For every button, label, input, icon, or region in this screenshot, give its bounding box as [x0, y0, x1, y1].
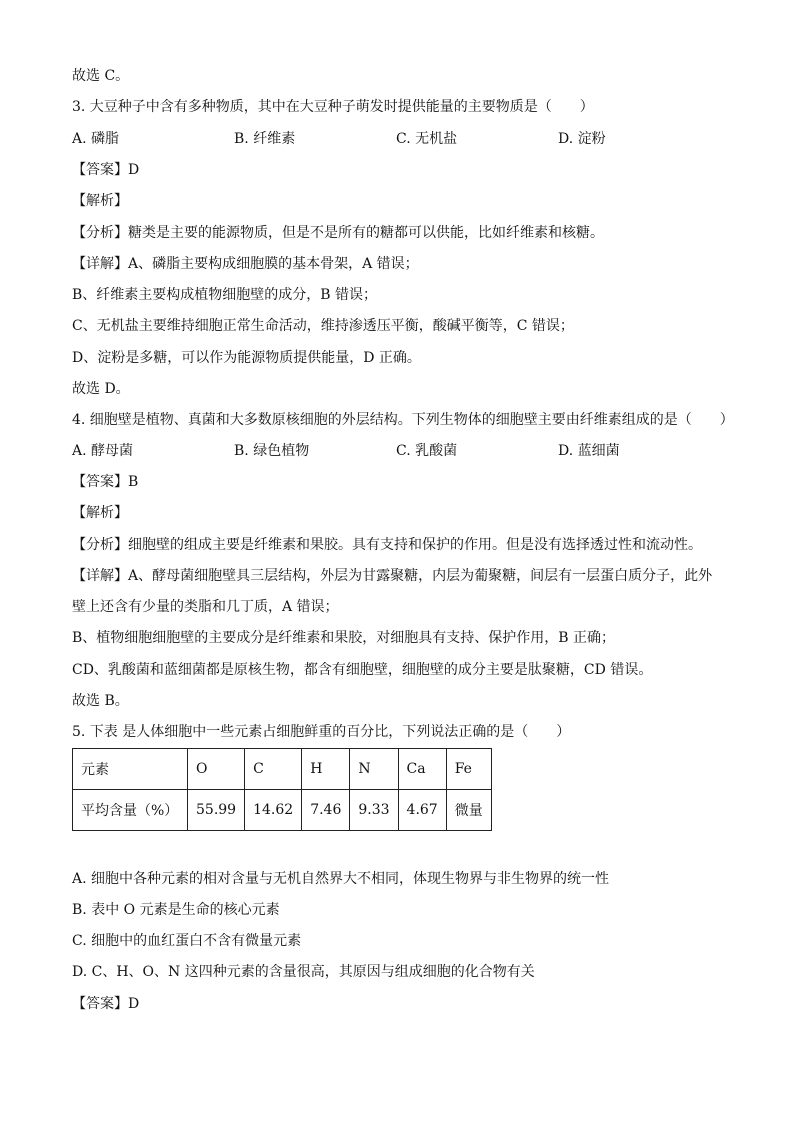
- detail-line: CD、乳酸菌和蓝细菌都是原核生物，都含有细胞壁，细胞壁的成分主要是肽聚糖，CD 错误。: [72, 662, 653, 678]
- table-cell: Fe: [446, 749, 491, 790]
- question-5-stem: 5. 下表 是人体细胞中一些元素占细胞鲜重的百分比，下列说法正确的是（ ）: [72, 724, 571, 740]
- table-cell: H: [302, 749, 350, 790]
- detail-line: 【详解】A、酵母菌细胞壁具三层结构，外层为甘露聚糖，内层为葡聚糖，间层有一层蛋白质分子，此外: [72, 568, 713, 584]
- element-table: [72, 748, 492, 831]
- option-d: D. 淀粉: [558, 131, 606, 147]
- table-cell: 元素: [73, 749, 188, 790]
- option-d: D. 蓝细菌: [558, 443, 620, 459]
- table-row: [73, 790, 492, 831]
- question-4-options: [72, 441, 732, 461]
- table-cell: Ca: [398, 749, 446, 790]
- option-b: B. 纤维素: [234, 131, 296, 147]
- detail-line: 壁上还含有少量的类脂和几丁质，A 错误；: [72, 599, 339, 615]
- option-d: D. C、H、O、N 这四种元素的含量很高，其原因与组成细胞的化合物有关: [72, 964, 535, 980]
- option-b: B. 表中 O 元素是生命的核心元素: [72, 902, 280, 918]
- option-c: C. 细胞中的血红蛋白不含有微量元素: [72, 933, 302, 949]
- option-a: A. 细胞中各种元素的相对含量与无机自然界大不相同，体现生物界与非生物界的统一性: [72, 871, 610, 887]
- analysis-line: 【分析】糖类是主要的能源物质，但是不是所有的糖都可以供能，比如纤维素和核糖。: [72, 225, 604, 241]
- answer-line: 【答案】D: [72, 162, 140, 178]
- table-cell: 4.67: [398, 790, 446, 831]
- question-4-stem: 4. 细胞壁是植物、真菌和大多数原核细胞的外层结构。下列生物体的细胞壁主要由纤维素组成的是（ ）: [72, 412, 734, 428]
- table-cell: 7.46: [302, 790, 350, 831]
- table-cell: N: [350, 749, 398, 790]
- option-c: C. 乳酸菌: [396, 443, 458, 459]
- table-header-row: [73, 749, 492, 790]
- conclusion-line: 故选 B。: [72, 693, 129, 709]
- conclusion-line: 故选 D。: [72, 381, 130, 397]
- question-3-stem: 3. 大豆种子中含有多种物质，其中在大豆种子萌发时提供能量的主要物质是（ ）: [72, 99, 594, 115]
- table-cell: O: [188, 749, 245, 790]
- detail-line: 【详解】A、磷脂主要构成细胞膜的基本骨架，A 错误；: [72, 256, 419, 272]
- table-cell: 微量: [446, 790, 491, 831]
- table-cell: C: [245, 749, 302, 790]
- detail-line: B、植物细胞细胞壁的主要成分是纤维素和果胶，对细胞具有支持、保护作用，B 正确；: [72, 630, 616, 646]
- table-cell: 9.33: [350, 790, 398, 831]
- table-cell: 14.62: [245, 790, 302, 831]
- question-3-options: [72, 129, 732, 149]
- answer-line: 【答案】B: [72, 474, 139, 490]
- detail-line: C、无机盐主要维持细胞正常生命活动，维持渗透压平衡，酸碱平衡等，C 错误；: [72, 318, 574, 334]
- detail-line: B、纤维素主要构成植物细胞壁的成分，B 错误；: [72, 287, 378, 303]
- table-cell: 55.99: [188, 790, 245, 831]
- analysis-line: 【分析】细胞壁的组成主要是纤维素和果胶。具有支持和保护的作用。但是没有选择透过性和流动性。: [72, 537, 702, 553]
- table-cell: 平均含量（%）: [73, 790, 188, 831]
- option-a: A. 磷脂: [72, 131, 120, 147]
- answer-line: 【答案】D: [72, 996, 140, 1012]
- analysis-heading: 【解析】: [72, 193, 128, 209]
- option-b: B. 绿色植物: [234, 443, 310, 459]
- option-a: A. 酵母菌: [72, 443, 134, 459]
- detail-line: D、淀粉是多糖，可以作为能源物质提供能量，D 正确。: [72, 350, 421, 366]
- option-c: C. 无机盐: [396, 131, 458, 147]
- text-line: 故选 C。: [72, 68, 130, 84]
- analysis-heading: 【解析】: [72, 505, 128, 521]
